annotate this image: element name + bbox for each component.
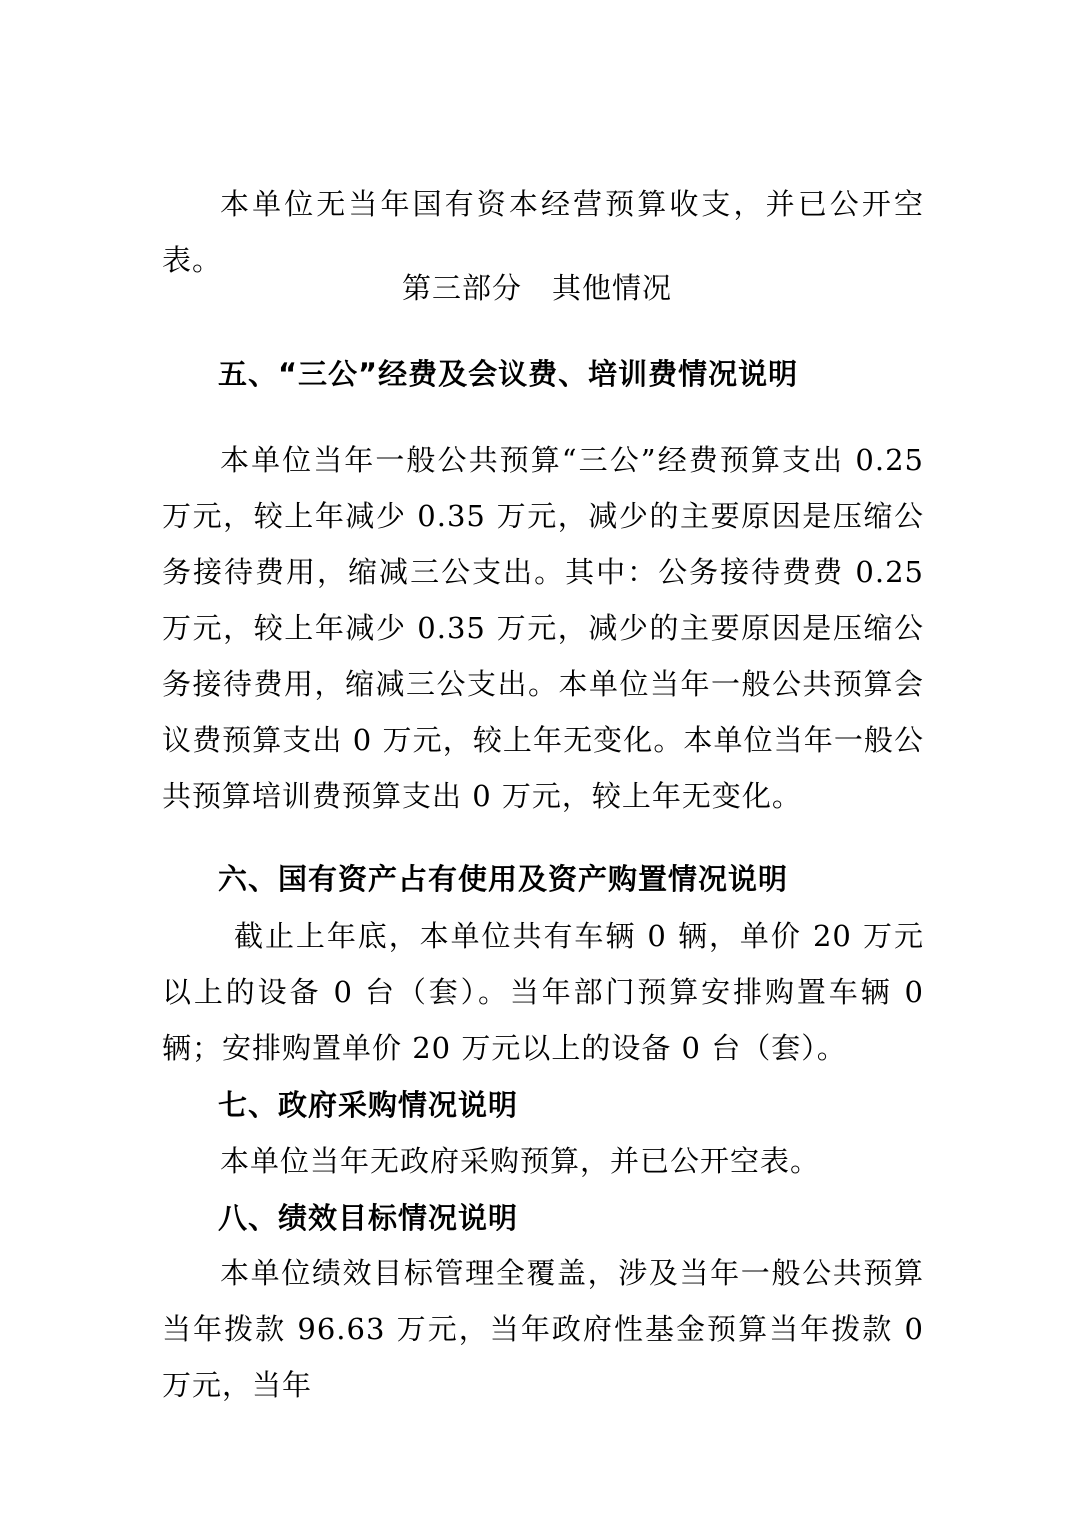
section-heading-6: 六、国有资产占有使用及资产购置情况说明 (218, 862, 789, 896)
section-body-5: 本单位当年一般公共预算“三公”经费预算支出 0.25 万元，较上年减少 0.35 万元，减少的主要原因是压缩公务接待费用，缩减三公支出。其中：公务接待费费 0.25 万元，较上年减少 0.35 万元，减少的主要原因是压缩公务接待费用，缩减三公支出。本单位当年一般公共预算会议费预算支出 0 万元，较上年无变化。本单位当年一般公共预算培训费预算支出 0 万元，较上年无变化。 (162, 443, 924, 813)
part-title: 第三部分 其他情况 (401, 271, 672, 305)
section-heading-8: 八、绩效目标情况说明 (218, 1201, 519, 1235)
section-body-7: 本单位当年无政府采购预算，并已公开空表。 (220, 1144, 821, 1178)
section-body-6: 截止上年底，本单位共有车辆 0 辆，单价 20 万元以上的设备 0 台（套）。当年部门预算安排购置车辆 0 辆；安排购置单价 20 万元以上的设备 0 台（套）。 (162, 919, 924, 1065)
section-body-8: 本单位绩效目标管理全覆盖，涉及当年一般公共预算当年拨款 96.63 万元，当年政府性基金预算当年拨款 0 万元，当年 (162, 1256, 924, 1402)
section-heading-5: 五、“三公”经费及会议费、培训费情况说明 (218, 357, 799, 391)
intro-paragraph: 本单位无当年国有资本经营预算收支，并已公开空表。 (162, 187, 924, 277)
section-heading-7: 七、政府采购情况说明 (218, 1088, 519, 1122)
